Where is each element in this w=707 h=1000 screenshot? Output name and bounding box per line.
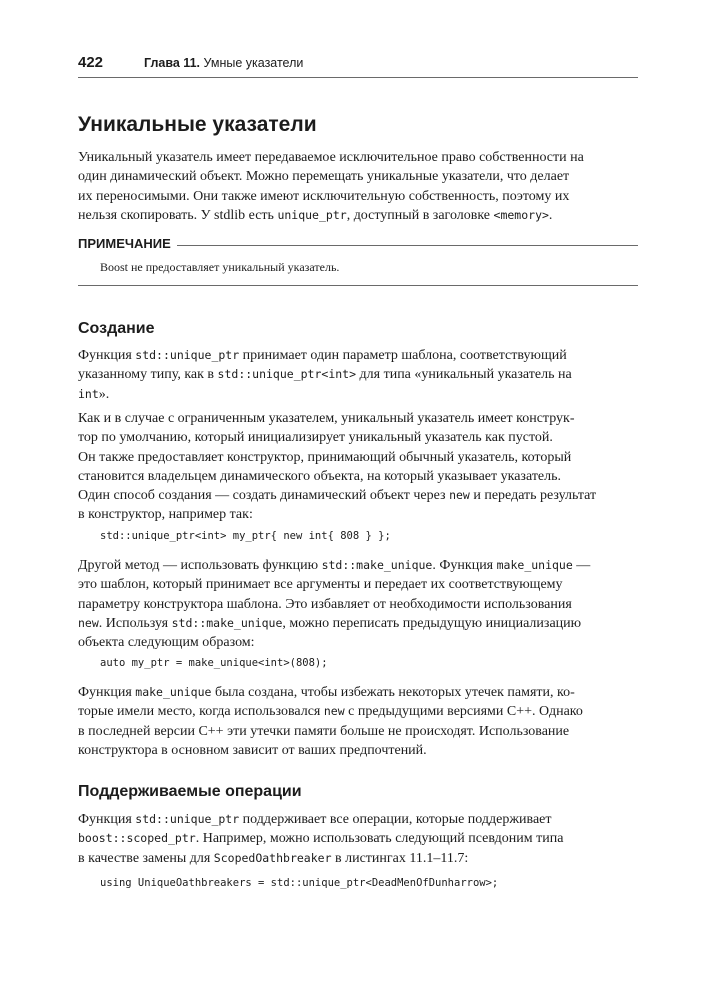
note-title: ПРИМЕЧАНИЕ: [78, 236, 177, 251]
text-line: это шаблон, который принимает все аргументы и передает их соответствующему: [78, 577, 563, 593]
text-line: торые имели место, когда использовался: [78, 704, 324, 720]
header-rule: [78, 77, 638, 78]
text-line: нельзя скопировать. У stdlib есть: [78, 207, 278, 223]
text-line: объекта следующим образом:: [78, 635, 255, 651]
text-line: —: [572, 558, 591, 573]
creation-heading: Создание: [78, 320, 155, 337]
text-line: их переносимыми. Они также имеют исключительную собственность, поэтому их: [78, 188, 570, 204]
text-line: параметру конструктора шаблона. Это избавляет от необходимости использования: [78, 596, 572, 612]
creation-paragraph-1: [78, 346, 638, 404]
inline-code: new: [78, 615, 99, 630]
inline-code: new: [323, 704, 345, 719]
inline-code: unique_ptr: [277, 207, 347, 222]
text-line: Функция: [78, 348, 136, 363]
code-block-3: using UniqueOathbreakers = std::unique_ptr<DeadMenOfDunharrow>;: [100, 877, 499, 889]
text-line: поддерживает все операции, которые поддерживает: [239, 812, 552, 827]
inline-code: make_unique: [496, 558, 573, 572]
inline-code: int: [78, 386, 99, 401]
text-line: Как и в случае с ограниченным указателем, уникальный указатель имеет конструк-: [78, 411, 575, 426]
text-line: конструктора в основном зависит от ваших предпочтений.: [78, 742, 427, 758]
inline-code: ScopedOathbreaker: [213, 850, 332, 865]
text-line: Другой метод — использовать функцию: [78, 558, 322, 573]
section-title: Уникальные указатели: [78, 113, 317, 136]
text-line: в листингах 11.1–11.7:: [331, 850, 469, 866]
text-line: один динамический объект. Можно перемещать уникальные указатели, что делает: [78, 169, 570, 185]
inline-code: new: [449, 488, 470, 503]
page-number: 422: [78, 54, 104, 71]
text-line: Уникальный указатель имеет передаваемое исключительное право собственности на: [78, 150, 584, 165]
operations-paragraph: [78, 810, 638, 868]
text-line: и передать результат: [469, 488, 597, 504]
text-line: ».: [98, 386, 110, 402]
code-block-2: auto my_ptr = make_unique<int>(808);: [100, 657, 328, 669]
text-line: с предыдущими версиями C++. Однако: [344, 704, 583, 720]
note-bottom-rule: [78, 285, 638, 286]
code-block-1: std::unique_ptr<int> my_ptr{ new int{ 808 } };: [100, 530, 391, 542]
text-line: тор по умолчанию, который инициализирует уникальный указатель как пустой.: [78, 430, 553, 446]
text-line: указанному типу, как в: [78, 367, 218, 383]
inline-code: std::unique_ptr: [135, 812, 240, 826]
intro-paragraph: [78, 148, 638, 225]
text-line: становится владельцем динамического объекта, на который указывает указатель.: [78, 468, 562, 484]
chapter-name: Умные указатели: [200, 56, 304, 70]
text-line: , можно переписать предыдущую инициализацию: [282, 615, 582, 631]
inline-code: std::unique_ptr: [135, 348, 240, 362]
text-line: .: [548, 207, 553, 223]
text-line: в качестве замены для: [78, 850, 214, 866]
text-line: . Например, можно использовать следующий псевдоним типа: [195, 831, 564, 847]
running-header: [78, 54, 638, 74]
text-line: . Используя: [98, 615, 172, 631]
inline-code: std::make_unique: [171, 615, 283, 630]
creation-paragraph-4: [78, 683, 638, 760]
text-line: в конструктор, например так:: [78, 507, 253, 523]
inline-code: make_unique: [135, 685, 212, 699]
chapter-title: [144, 56, 303, 70]
note-header: [78, 236, 638, 254]
note-text: Boost не предоставляет уникальный указатель.: [100, 260, 340, 274]
inline-code: boost::scoped_ptr: [78, 831, 196, 846]
inline-code: <memory>: [493, 207, 549, 222]
text-line: , доступный в заголовке: [346, 207, 494, 223]
inline-code: std::make_unique: [321, 558, 433, 572]
text-line: Один способ создания — создать динамический объект через: [78, 488, 450, 504]
text-line: принимает один параметр шаблона, соответствующий: [239, 348, 567, 363]
chapter-label: Глава 11.: [144, 56, 200, 70]
text-line: Функция: [78, 812, 136, 827]
operations-heading: Поддерживаемые операции: [78, 783, 302, 800]
inline-code: std::unique_ptr<int>: [217, 367, 357, 382]
text-line: была создана, чтобы избежать некоторых утечек памяти, ко-: [211, 685, 575, 700]
text-line: в последней версии C++ эти утечки памяти больше не происходят. Использование: [78, 723, 570, 739]
text-line: Он также предоставляет конструктор, принимающий обычный указатель, который: [78, 449, 572, 465]
text-line: . Функция: [432, 558, 497, 573]
text-line: для типа «уникальный указатель на: [356, 367, 572, 383]
creation-paragraph-2: [78, 409, 638, 525]
creation-paragraph-3: [78, 556, 638, 652]
text-line: Функция: [78, 685, 136, 700]
